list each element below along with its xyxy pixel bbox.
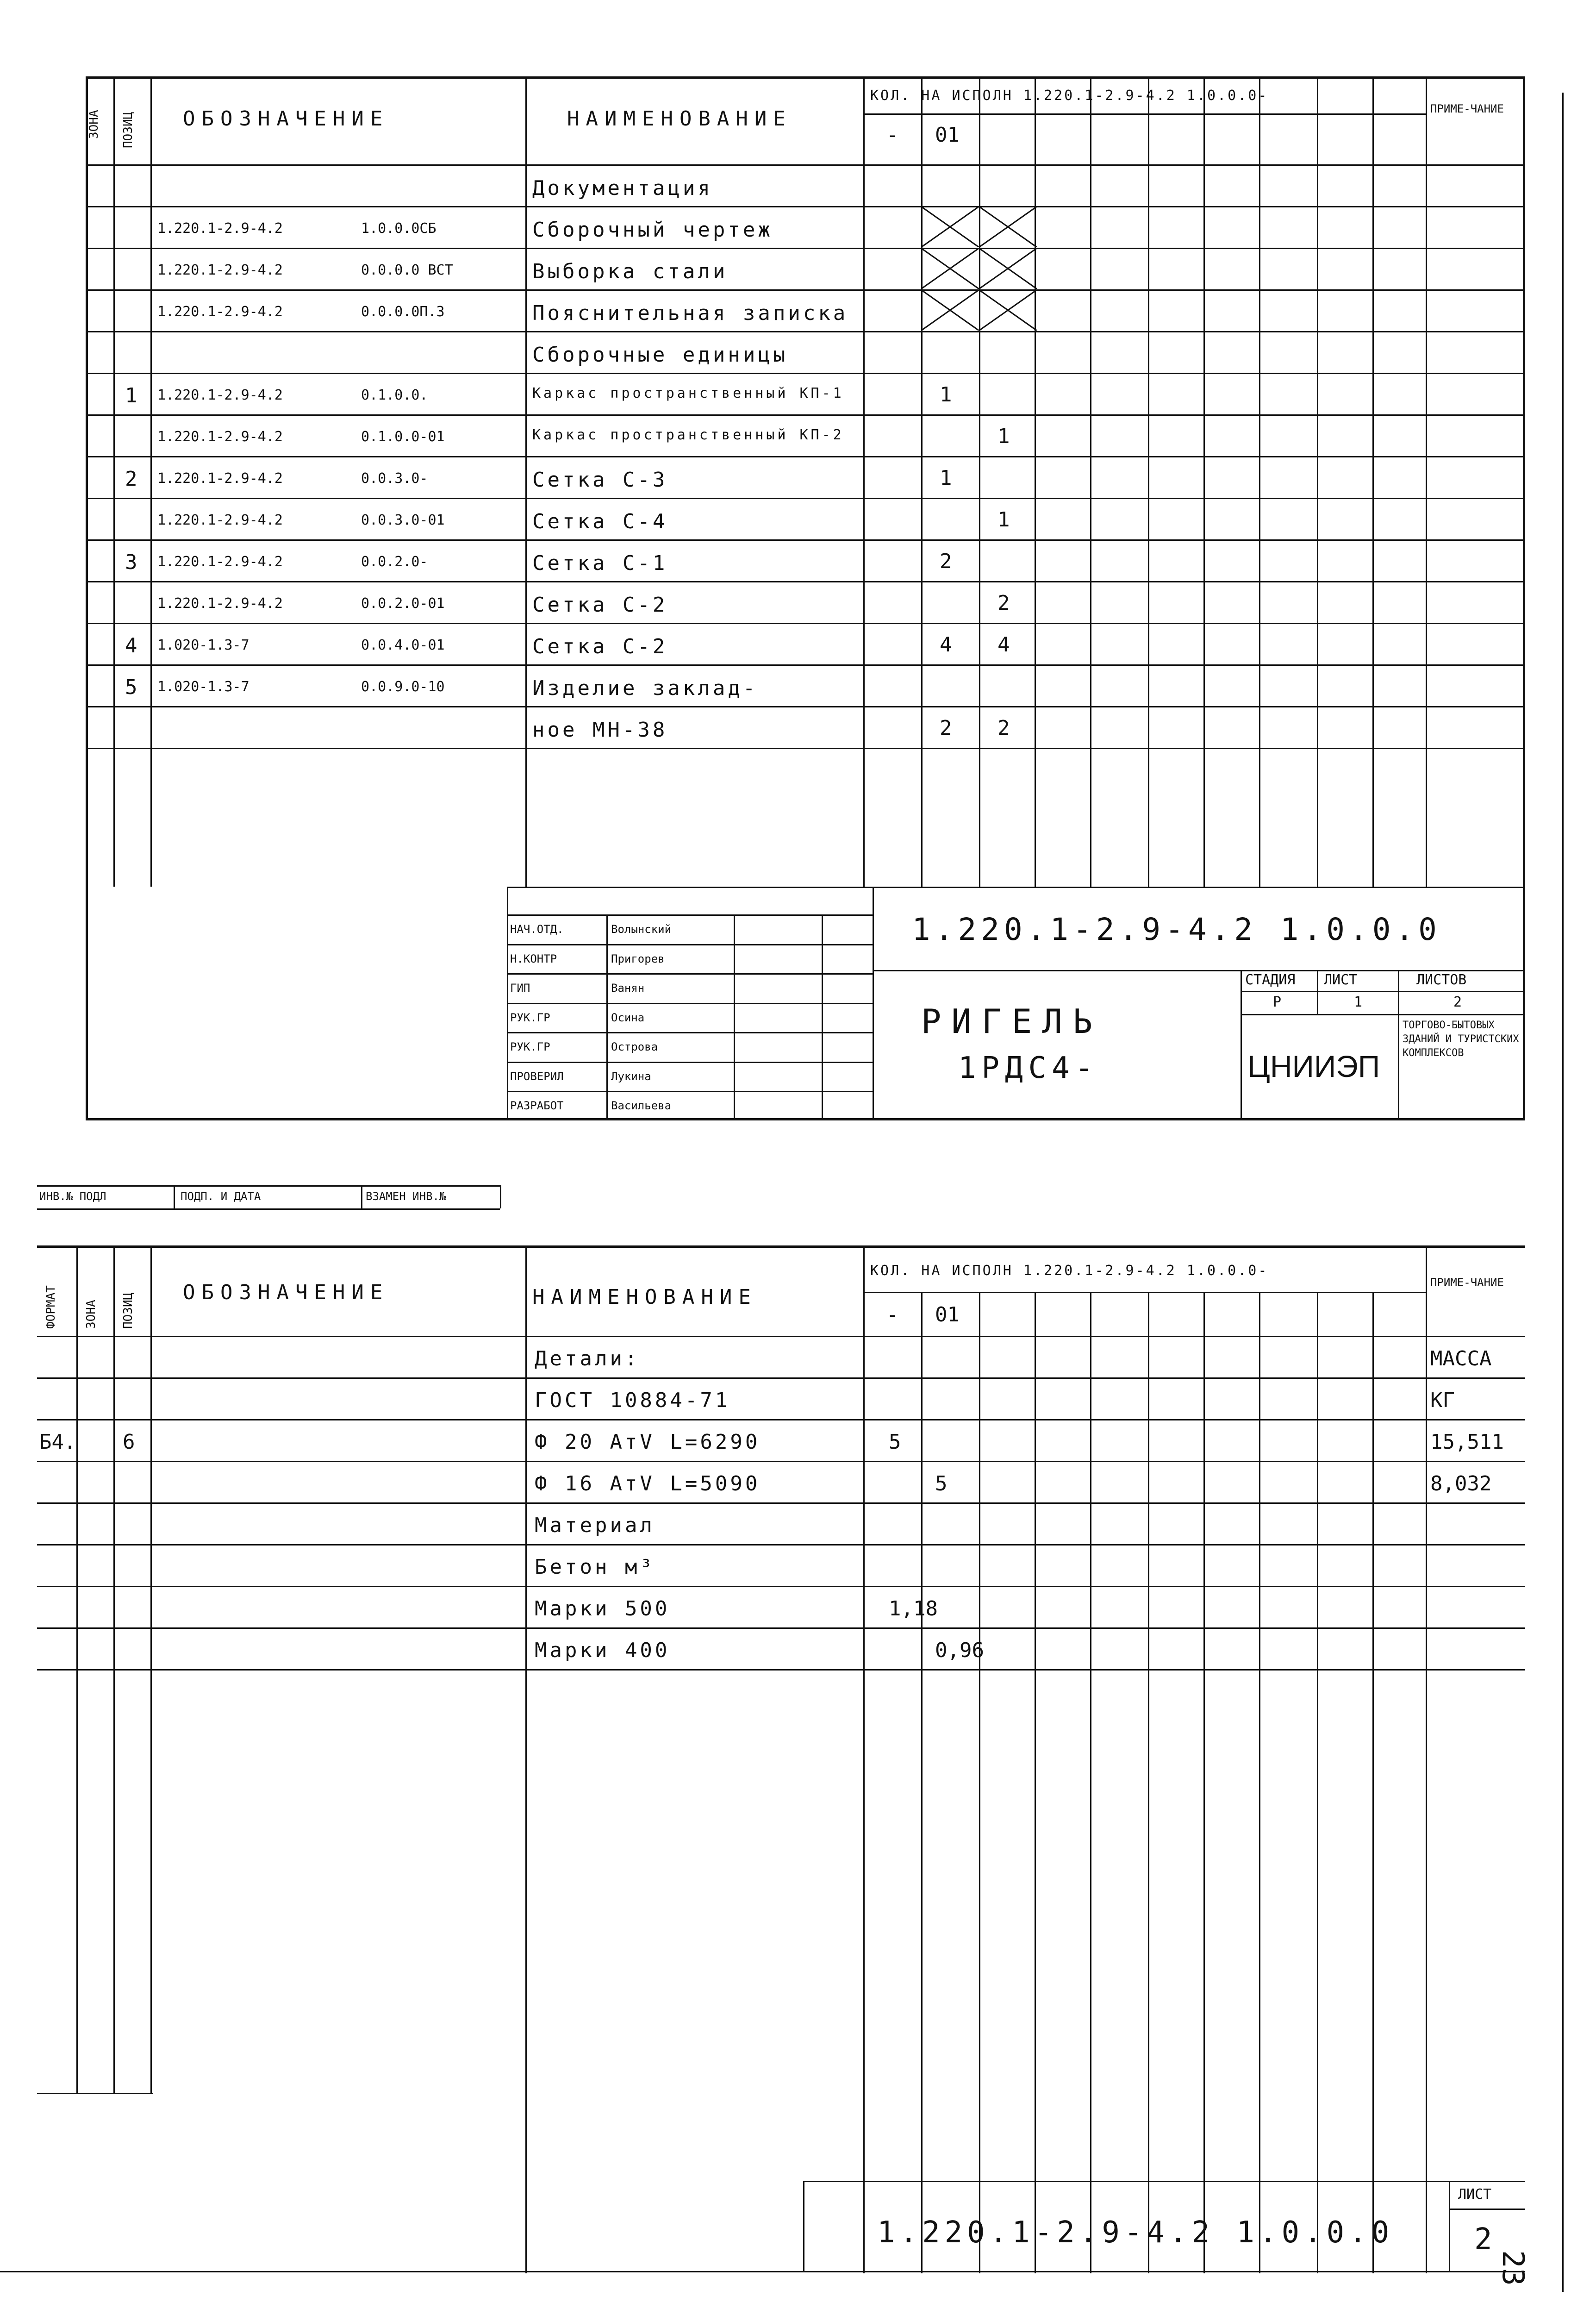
s2-col-q4 (1090, 1292, 1091, 2273)
s1-row-designation: 1.220.1-2.9-4.2 (157, 387, 283, 403)
s1-row-name: Сборочные единицы (532, 343, 788, 367)
s1-row-line (86, 581, 1525, 582)
s1-col-q2 (979, 76, 980, 887)
s1-signer-line (507, 1003, 873, 1004)
s2-col-q1 (921, 1292, 923, 2273)
s1-row-name: Каркас пространственный КП-2 (532, 427, 844, 443)
s2-col-q6 (1203, 1292, 1205, 2273)
s1-header-zone: ЗОНА (87, 110, 101, 139)
s2-row-q2: 5 (935, 1472, 948, 1495)
s2-qty-subheader-line (863, 1292, 1426, 1293)
s2-header-note: ПРИМЕ-ЧАНИЕ (1430, 1276, 1504, 1289)
s1-header-note: ПРИМЕ-ЧАНИЕ (1430, 102, 1504, 115)
s1-row-code: 0.1.0.0. (361, 387, 428, 403)
s1-row-line (86, 248, 1525, 249)
s1-tb-sign-col (822, 914, 823, 1120)
s2-header-col-01: 01 (935, 1303, 960, 1326)
s2-footer-left (803, 2181, 804, 2271)
s1-row-line (86, 456, 1525, 457)
s1-row-name: Сборочный чертеж (532, 218, 773, 242)
s1-row-x-mark (921, 206, 1037, 247)
s1-row-code: 0.1.0.0-01 (361, 429, 445, 445)
s1-col-note (1426, 76, 1427, 887)
s2-col-desig (525, 1245, 527, 2273)
s1-tb-doc-bottom (873, 970, 1525, 971)
s2-col-q9 (1372, 1292, 1374, 2273)
s1-row-code: 0.0.0.0П.3 (361, 304, 445, 320)
s1-row-line (86, 623, 1525, 624)
s1-row-designation: 1.220.1-2.9-4.2 (157, 595, 283, 612)
s2-row-name: Марки 500 (535, 1597, 670, 1620)
s2-row-note: 8,032 (1430, 1472, 1492, 1495)
s2-row-line (37, 1669, 1525, 1671)
s1-row-line (86, 206, 1525, 207)
s1-row-line (86, 414, 1525, 416)
s1-row-q2: 1 (998, 508, 1010, 532)
s1-row-code: 0.0.2.0-01 (361, 595, 445, 612)
s1-row-designation: 1.220.1-2.9-4.2 (157, 512, 283, 528)
s1-row-code: 1.0.0.0СБ (361, 220, 436, 237)
s2-row-line (37, 1461, 1525, 1462)
s2-col-q5 (1148, 1292, 1149, 2273)
s1-row-designation: 1.220.1-2.9-4.2 (157, 429, 283, 445)
s2-col-name (863, 1245, 865, 2273)
s2-col-q8 (1317, 1292, 1318, 2273)
s1-signer-line (507, 944, 873, 945)
s1-row-name: Пояснительная записка (532, 301, 848, 325)
s1-col-q3 (1035, 76, 1036, 887)
s1-header-designation: ОБОЗНАЧЕНИЕ (183, 107, 389, 131)
s1-col-q1 (921, 76, 923, 887)
s2-row-format: Б4. (39, 1430, 76, 1454)
s2-header-designation: ОБОЗНАЧЕНИЕ (183, 1281, 389, 1304)
s2-header-zone: ЗОНА (84, 1300, 98, 1329)
s1-stage: Р (1273, 994, 1282, 1010)
s1-signer-role: РАЗРАБОТ (510, 1099, 564, 1112)
s1-tb-role-col (606, 914, 608, 1120)
s1-row-line (86, 706, 1525, 707)
s2-stamp-replace: ВЗАМЕН ИНВ.№ (366, 1190, 446, 1203)
s2-row-name: Детали: (535, 1347, 640, 1370)
s2-stamp-bottom (37, 1208, 500, 1210)
s1-row-code: 0.0.3.0- (361, 470, 428, 487)
s1-col-q5 (1148, 76, 1149, 887)
s1-row-q1: 1 (940, 383, 952, 407)
s1-row-name: Выборка стали (532, 260, 728, 283)
s2-sheet-label: ЛИСТ (1458, 2186, 1492, 2202)
s1-row-name: Документация (532, 176, 713, 200)
s1-row-q1: 2 (940, 716, 952, 740)
s1-doc-number: 1.220.1-2.9-4.2 1.0.0.0 (912, 912, 1441, 947)
s1-row-line (86, 373, 1525, 374)
s1-row-pos: 5 (125, 676, 137, 699)
s2-col-q3 (1035, 1292, 1036, 2273)
s1-header-col-01: 01 (935, 123, 960, 147)
s2-footer-sheet-col (1449, 2181, 1450, 2271)
s1-row-line (86, 539, 1525, 541)
s1-row-pos: 1 (125, 384, 137, 407)
s1-sheets: 2 (1453, 994, 1462, 1010)
s1-row-designation: 1.220.1-2.9-4.2 (157, 262, 283, 278)
s1-subtitle: 1РДС4- (958, 1051, 1099, 1085)
s1-row-designation: 1.020-1.3-7 (157, 679, 249, 695)
s1-header-pos: ПОЗИЦ (121, 112, 135, 148)
s2-header-col-dash: - (886, 1303, 899, 1326)
s2-header-format: ФОРМАТ (44, 1285, 58, 1329)
s1-sheets-label: ЛИСТОВ (1416, 972, 1467, 988)
s1-signer-role: ГИП (510, 982, 530, 995)
s1-signer-role: Н.КОНТР (510, 952, 557, 965)
s2-row-note: КГ (1430, 1389, 1455, 1412)
s1-title: РИГЕЛЬ (921, 1002, 1103, 1041)
s1-row-q2: 2 (998, 591, 1010, 615)
sheet-2-frame (37, 1245, 1525, 2273)
s1-qty-subheader-line (863, 113, 1426, 115)
s2-row-line (37, 1377, 1525, 1379)
s1-row-q1: 2 (940, 550, 952, 573)
s1-signer-line (507, 973, 873, 975)
s1-col-pos (150, 76, 152, 887)
s1-signer-role: ПРОВЕРИЛ (510, 1070, 564, 1083)
s2-footer-sheet-line (1449, 2209, 1525, 2210)
s1-stage-label: СТАДИЯ (1245, 972, 1296, 988)
s1-col-q8 (1317, 76, 1318, 887)
s1-row-pos: 2 (125, 467, 137, 491)
s2-row-name: Ф 20 АтV L=6290 (535, 1430, 761, 1454)
s1-header-name: НАИМЕНОВАНИЕ (567, 107, 792, 131)
s1-tb-doc-col (873, 887, 874, 1120)
s2-row-pos: 6 (123, 1430, 135, 1454)
s1-signer-role: РУК.ГР (510, 1011, 550, 1024)
s1-row-designation: 1.220.1-2.9-4.2 (157, 554, 283, 570)
s1-row-x-mark (921, 290, 1037, 331)
s1-row-line (86, 664, 1525, 666)
s2-stamp-div2 (361, 1185, 362, 1208)
s2-sheet-number: 2 (1474, 2222, 1497, 2257)
s2-stamp-top (37, 1185, 500, 1187)
s2-row-line (37, 1419, 1525, 1420)
s2-header-pos: ПОЗИЦ (121, 1292, 135, 1329)
s1-sheet-label: ЛИСТ (1324, 972, 1358, 988)
s1-row-code: 0.0.9.0-10 (361, 679, 445, 695)
s1-sheet: 1 (1354, 994, 1363, 1010)
s1-signer-line (507, 914, 873, 916)
right-margin-line (1562, 93, 1564, 2292)
s2-row-line (37, 1544, 1525, 1545)
s1-row-name: ное МН-38 (532, 718, 668, 742)
s1-header-bottom (86, 164, 1525, 166)
s1-row-line (86, 331, 1525, 332)
s2-row-line (37, 1586, 1525, 1587)
s1-header-col-dash: - (886, 123, 899, 147)
s2-row-q1: 5 (889, 1430, 901, 1454)
s2-row-note: МАССА (1430, 1347, 1492, 1370)
s1-org-note: ТОРГОВО-БЫТОВЫХ ЗДАНИЙ И ТУРИСТСКИХ КОМПЛЕКСОВ (1403, 1020, 1519, 1059)
s1-row-q1: 4 (940, 633, 952, 657)
s1-tb-stage-line (1241, 991, 1525, 992)
page-corner-number: 23 (1496, 2250, 1530, 2286)
s2-footer-top (803, 2181, 1525, 2182)
s1-signer-name: Волынский (611, 923, 672, 936)
s2-stamp-inv: ИНВ.№ ПОДЛ (39, 1190, 106, 1203)
s1-col-q6 (1203, 76, 1205, 887)
s2-stamp-div3 (500, 1185, 501, 1208)
s2-row-name: Ф 16 АтV L=5090 (535, 1472, 761, 1495)
s1-col-q7 (1259, 76, 1260, 887)
s1-col-q4 (1090, 76, 1091, 887)
s1-row-designation: 1.220.1-2.9-4.2 (157, 220, 283, 237)
s2-row-name: Марки 400 (535, 1639, 670, 1662)
s1-tb-stage-line2 (1241, 1014, 1525, 1015)
s1-row-pos: 4 (125, 634, 137, 657)
s2-doc-number: 1.220.1-2.9-4.2 1.0.0.0 (877, 2215, 1394, 2250)
s1-signer-name: Ванян (611, 982, 645, 995)
s1-col-desig (525, 76, 527, 887)
s1-signer-line (507, 1091, 873, 1092)
s1-row-designation: 1.020-1.3-7 (157, 637, 249, 653)
s2-row-q1: 1,18 (889, 1597, 938, 1620)
s2-row-name: Материал (535, 1514, 655, 1537)
s2-row-line (37, 1502, 1525, 1504)
s1-signer-name: Пригорев (611, 952, 665, 965)
s1-row-name: Сетка С-2 (532, 593, 668, 617)
s2-stamp-sign: ПОДП. И ДАТА (181, 1190, 261, 1203)
s1-signer-line (507, 1062, 873, 1063)
s2-header-qty: КОЛ. НА ИСПОЛН 1.220.1-2.9-4.2 1.0.0.0- (870, 1264, 1269, 1278)
s1-header-qty: КОЛ. НА ИСПОЛН 1.220.1-2.9-4.2 1.0.0.0- (870, 89, 1269, 103)
s1-col-q9 (1372, 76, 1374, 887)
s1-row-name: Каркас пространственный КП-1 (532, 385, 844, 401)
s1-titleblock-top (507, 887, 1525, 888)
sheet-1-frame (86, 76, 1525, 1120)
s2-row-q2: 0,96 (935, 1639, 984, 1662)
s2-header-bottom (37, 1336, 1525, 1337)
s1-signer-role: РУК.ГР (510, 1040, 550, 1053)
s2-stamp-div1 (174, 1185, 175, 1208)
s1-signer-name: Васильева (611, 1099, 672, 1112)
s2-col-q7 (1259, 1292, 1260, 2273)
s1-row-q2: 2 (998, 716, 1010, 740)
s1-signer-name: Острова (611, 1040, 658, 1053)
s2-col-q2 (979, 1292, 980, 2273)
s1-row-q1: 1 (940, 466, 952, 490)
s1-row-name: Сетка С-4 (532, 510, 668, 533)
s2-row-note: 15,511 (1430, 1430, 1504, 1454)
s1-row-code: 0.0.4.0-01 (361, 637, 445, 653)
s2-row-line (37, 1627, 1525, 1629)
s2-left-bottom (37, 2093, 153, 2094)
s1-row-code: 0.0.2.0- (361, 554, 428, 570)
s1-signer-name: Лукина (611, 1070, 651, 1083)
s1-row-pos: 3 (125, 551, 137, 574)
s1-col-zone (113, 76, 115, 887)
s1-tb-name-col (734, 914, 735, 1120)
s1-row-q2: 4 (998, 633, 1010, 657)
s1-row-name: Изделие заклад- (532, 676, 758, 700)
s1-row-line (86, 289, 1525, 291)
s1-row-designation: 1.220.1-2.9-4.2 (157, 470, 283, 487)
s1-row-x-mark (921, 248, 1037, 289)
s1-signer-name: Осина (611, 1011, 645, 1024)
s2-row-name: ГОСТ 10884-71 (535, 1389, 730, 1412)
s2-header-name: НАИМЕНОВАНИЕ (532, 1285, 757, 1309)
s2-bottom-line (0, 2271, 1525, 2272)
s1-row-name: Сетка С-1 (532, 551, 668, 575)
s1-tb-sheets-col (1398, 970, 1399, 1120)
s1-row-code: 0.0.0.0 ВСТ (361, 262, 453, 278)
s1-col-name (863, 76, 865, 887)
s1-row-q2: 1 (998, 425, 1010, 448)
s2-col-note (1426, 1245, 1427, 2273)
s1-signer-role: НАЧ.ОТД. (510, 923, 564, 936)
s1-signer-line (507, 1032, 873, 1033)
s1-row-name: Сетка С-3 (532, 468, 668, 492)
s1-row-name: Сетка С-2 (532, 635, 668, 658)
s1-row-code: 0.0.3.0-01 (361, 512, 445, 528)
s1-row-line (86, 748, 1525, 749)
s2-row-name: Бетон м³ (535, 1555, 655, 1579)
s1-org: ЦНИИЭП (1247, 1049, 1380, 1083)
s1-row-designation: 1.220.1-2.9-4.2 (157, 304, 283, 320)
s1-row-line (86, 498, 1525, 499)
s1-tb-stage-col (1241, 970, 1242, 1120)
